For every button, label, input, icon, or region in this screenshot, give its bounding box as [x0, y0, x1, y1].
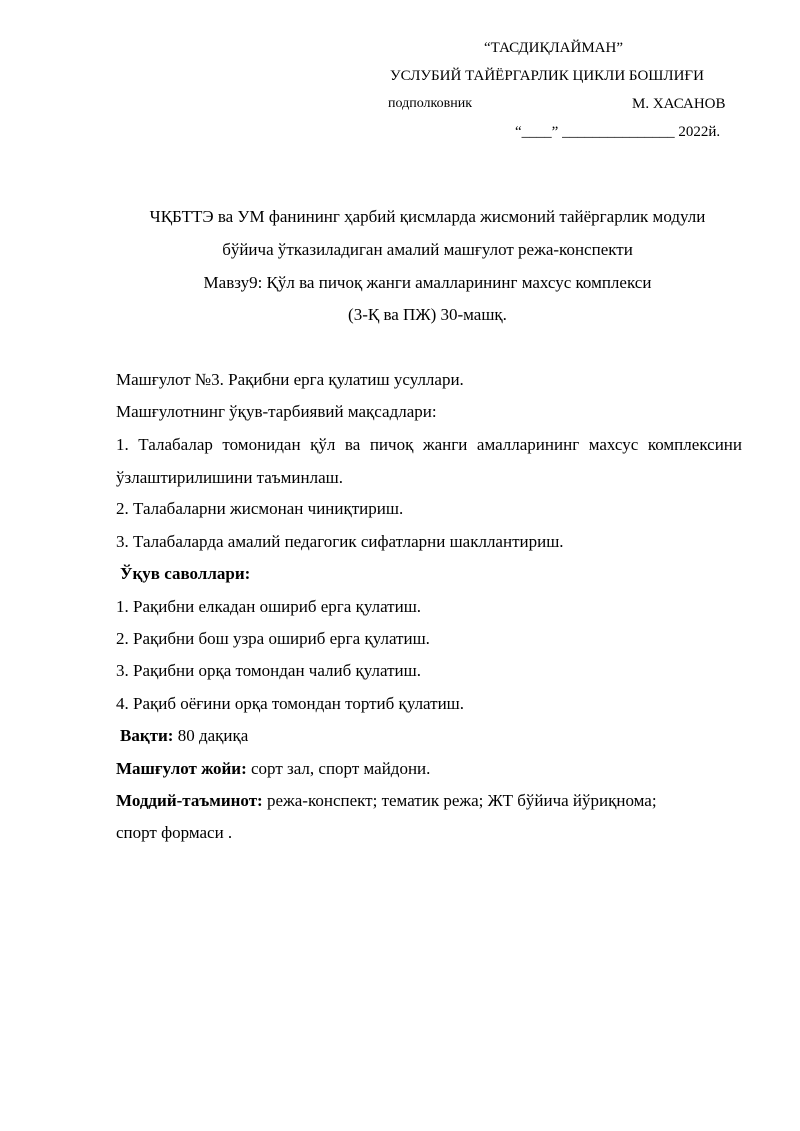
- heading-line-1: ЧҚБТТЭ ва УМ фанининг ҳарбий қисмларда жисмоний тайёргарлик модули: [149, 207, 706, 226]
- materials-line-2: спорт формаси .: [116, 823, 233, 842]
- heading-line-3: Мавзу9: Қўл ва пичоқ жанги амалларининг махсус комплекси: [203, 273, 652, 292]
- question-item: 1. Рақибни елкадан ошириб ерга қулатиш.: [116, 597, 422, 616]
- place-value: сорт зал, спорт майдони.: [246, 759, 431, 778]
- question-item: 3. Рақибни орқа томондан чалиб қулатиш.: [116, 661, 421, 680]
- approval-position: УСЛУБИЙ ТАЙЁРГАРЛИК ЦИКЛИ БОШЛИҒИ: [390, 68, 704, 84]
- goal-item: 1. Талабалар томонидан қўл ва пичоқ жанги амалларининг махсус комплексини ўзлаштирилишини таъминлаш.: [116, 435, 742, 487]
- question-item: 4. Рақиб оёғини орқа томондан тортиб қулатиш.: [116, 694, 465, 713]
- goal-item: 3. Талабаларда амалий педагогик сифатларни шакллантириш.: [116, 532, 564, 551]
- time-label: Вақти:: [120, 726, 174, 745]
- approval-title: “ТАСДИҚЛАЙМАН”: [484, 40, 623, 56]
- heading-line-4: (3-Қ ва ПЖ) 30-машқ.: [348, 305, 507, 324]
- lesson-number: Машғулот №3. Рақибни ерга қулатиш усуллари.: [116, 370, 464, 389]
- question-item: 2. Рақибни бош узра ошириб ерга қулатиш.: [116, 629, 430, 648]
- place-line: [116, 759, 430, 779]
- materials-label: Моддий-таъминот:: [116, 791, 263, 810]
- questions-title: Ўқув саволлари:: [120, 564, 251, 583]
- time-value: 80 дақиқа: [173, 726, 249, 745]
- materials-value: режа-конспект; тематик режа; ЖТ бўйича йўриқнома;: [262, 791, 657, 810]
- place-label: Машғулот жойи:: [116, 759, 247, 778]
- heading-line-2: бўйича ўтказиладиган амалий машғулот режа-конспекти: [222, 240, 633, 259]
- approval-rank: подполковник: [388, 96, 472, 111]
- time-line: [120, 726, 248, 746]
- goals-title: Машғулотнинг ўқув-тарбиявий мақсадлари:: [116, 402, 437, 421]
- goal-item: 2. Талабаларни жисмонан чиниқтириш.: [116, 499, 404, 518]
- approval-date-line: “____” _______________ 2022й.: [515, 124, 721, 140]
- approval-name: М. ХАСАНОВ: [632, 96, 726, 112]
- materials-line: [116, 791, 657, 811]
